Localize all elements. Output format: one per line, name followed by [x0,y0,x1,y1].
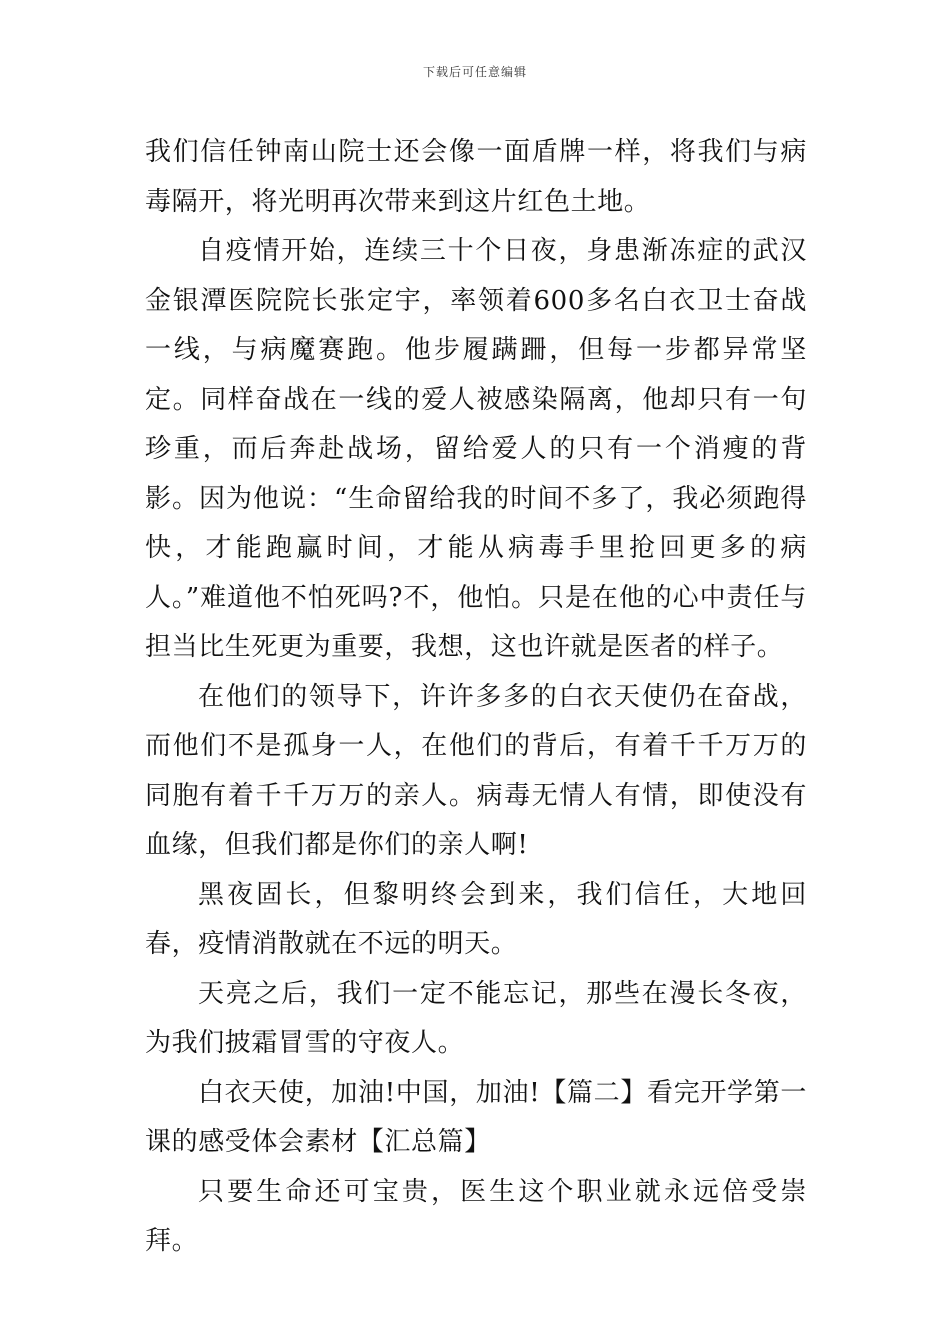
page-header: 下载后可任意编辑 [422,65,527,79]
paragraph-2: 自疫情开始，连续三十个日夜，身患渐冻症的武汉金银潭医院院长张定宇，率领着600多名白衣卫士奋战一线，与病魔赛跑。他步履蹒跚，但每一步都异常坚定。同样奋战在一线的爱人被感染隔离，他却只有一句珍重，而后奔赴战场，留给爱人的只有一个消瘦的背影。因为他说：“生命留给我的时间不多了，我必须跑得快，才能跑赢时间，才能从病毒手里抢回更多的病人。”难道他不怕死吗?不，他怕。只是在他的心中责任与担当比生死更为重要，我想，这也许就是医者的样子。 [145,236,807,662]
paragraph-3: 在他们的领导下，许许多多的白衣天使仍在奋战，而他们不是孤身一人，在他们的背后，有着千千万万的同胞有着千千万万的亲人。病毒无情人有情，即使没有血缘，但我们都是你们的亲人啊! [145,681,807,860]
document-body [145,128,807,1267]
paragraph-4: 黑夜固长，但黎明终会到来，我们信任，大地回春，疫情消散就在不远的明天。 [145,879,807,959]
paragraph-5: 天亮之后，我们一定不能忘记，那些在漫长冬夜，为我们披霜冒雪的守夜人。 [145,978,807,1058]
paragraph-7: 只要生命还可宝贵，医生这个职业就永远倍受崇拜。 [145,1176,807,1256]
paragraph-6: 白衣天使，加油!中国，加油!【篇二】看完开学第一课的感受体会素材【汇总篇】 [145,1077,807,1157]
paragraph-1: 我们信任钟南山院士还会像一面盾牌一样，将我们与病毒隔开，将光明再次带来到这片红色土地。 [145,137,807,217]
